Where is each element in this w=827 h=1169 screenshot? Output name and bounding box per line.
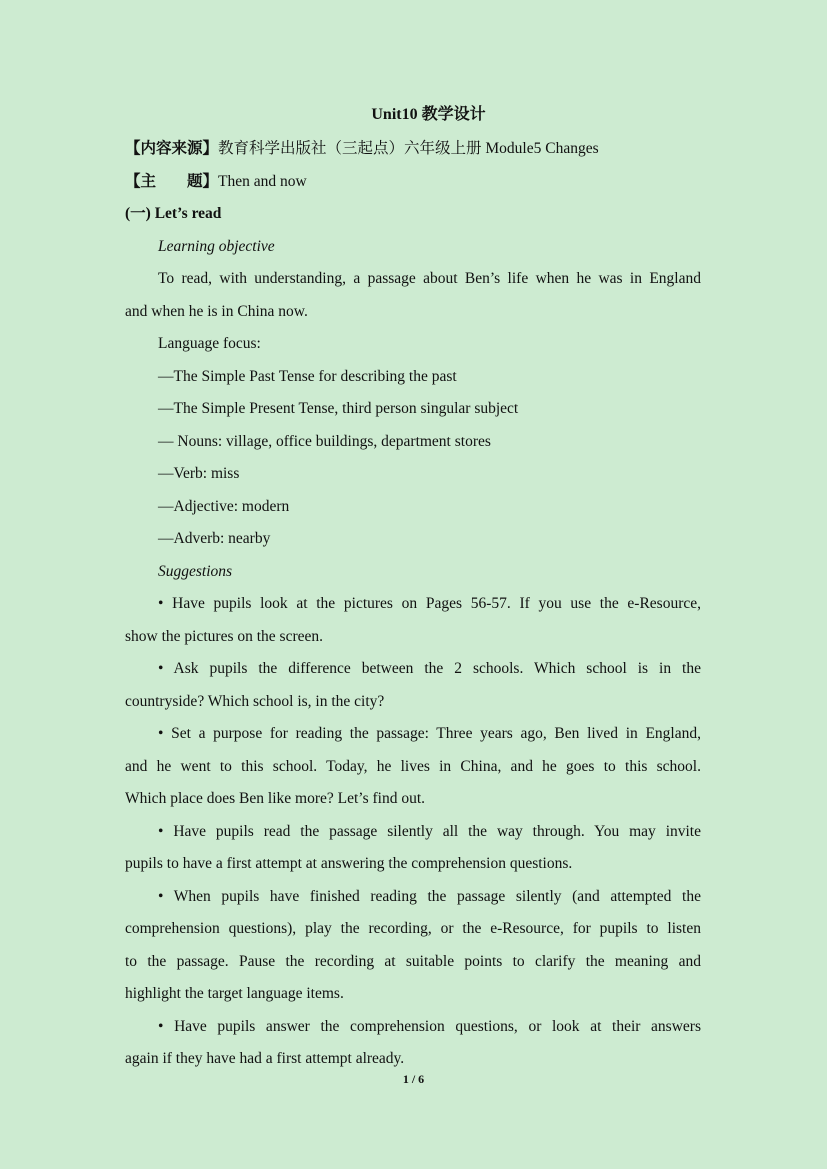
learning-objective-heading: Learning objective	[158, 238, 275, 255]
suggestion-line: • When pupils have finished reading the passage silently (and attempted the	[158, 888, 701, 905]
suggestion-line: countryside? Which school is, in the city?	[125, 693, 385, 710]
source-label: 【内容来源】	[125, 140, 219, 157]
language-focus-heading: Language focus:	[158, 335, 261, 352]
focus-item: —Verb: miss	[158, 465, 240, 482]
suggestion-line: and he went to this school. Today, he lives in China, and he goes to this school.	[125, 758, 701, 775]
suggestion-line: again if they have had a first attempt already.	[125, 1050, 405, 1067]
section-heading: (一) Let’s read	[125, 205, 222, 222]
focus-item: —The Simple Present Tense, third person singular subject	[158, 400, 519, 417]
suggestion-line: • Set a purpose for reading the passage: Three years ago, Ben lived in England,	[158, 725, 701, 742]
suggestion-line: • Have pupils look at the pictures on Pages 56-57. If you use the e-Resource,	[158, 595, 701, 612]
document-title: Unit10 教学设计	[371, 106, 486, 123]
suggestion-line: • Have pupils read the passage silently all the way through. You may invite	[158, 823, 701, 840]
focus-item: —Adjective: modern	[158, 498, 290, 515]
source-line	[125, 138, 701, 160]
page-number: 1 / 6	[402, 1072, 425, 1086]
focus-item: — Nouns: village, office buildings, department stores	[158, 433, 491, 450]
topic-label: 【主 题】	[125, 173, 219, 190]
suggestion-line: Which place does Ben like more? Let’s find out.	[125, 790, 426, 807]
suggestion-line: show the pictures on the screen.	[125, 628, 323, 645]
suggestions-heading: Suggestions	[158, 563, 233, 580]
topic-value: Then and now	[218, 173, 307, 190]
suggestion-line: pupils to have a first attempt at answering the comprehension questions.	[125, 855, 573, 872]
objective-line-1: To read, with understanding, a passage about Ben’s life when he was in England	[158, 270, 701, 287]
focus-item: —Adverb: nearby	[158, 530, 271, 547]
suggestion-line: to the passage. Pause the recording at suitable points to clarify the meaning and	[125, 953, 701, 970]
objective-line-2: and when he is in China now.	[125, 303, 308, 320]
suggestion-line: • Have pupils answer the comprehension questions, or look at their answers	[158, 1018, 701, 1035]
source-value: 教育科学出版社（三起点）六年级上册 Module5 Changes	[218, 140, 599, 157]
topic-line	[125, 171, 701, 193]
suggestion-line: comprehension questions), play the recording, or the e-Resource, for pupils to listen	[125, 920, 701, 937]
focus-item: —The Simple Past Tense for describing the past	[158, 368, 457, 385]
suggestion-line: highlight the target language items.	[125, 985, 344, 1002]
suggestion-line: • Ask pupils the difference between the 2 schools. Which school is in the	[158, 660, 701, 677]
